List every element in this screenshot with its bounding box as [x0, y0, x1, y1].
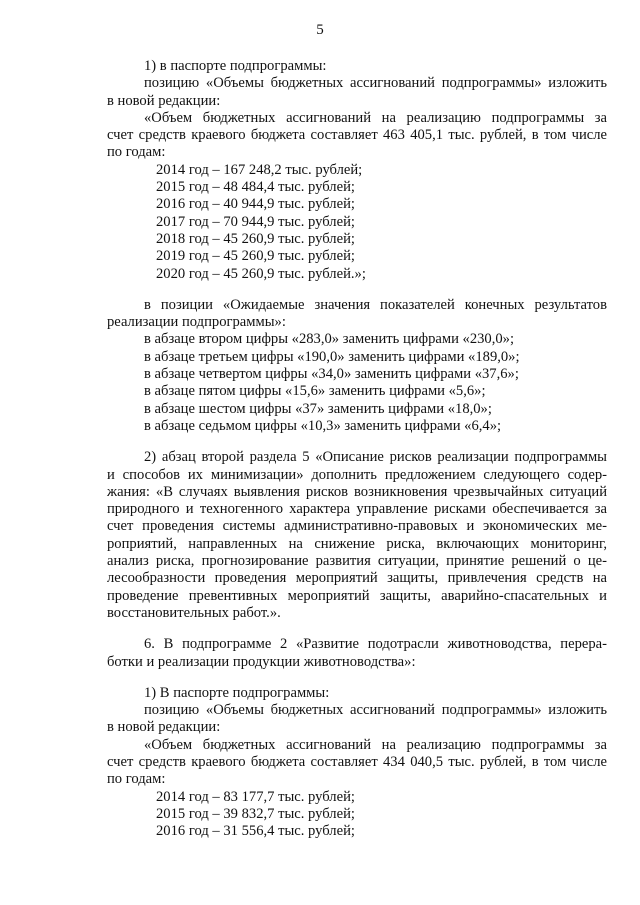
text-line: 2016 год – 31 556,4 тыс. рублей;: [156, 823, 355, 840]
text-line: позицию «Объемы бюджетных ассигнований подпрограммы» изложить: [144, 75, 607, 92]
text-line: 1) В паспорте подпрограммы:: [144, 684, 330, 701]
text-line: в абзаце шестом цифры «37» заменить цифрами «18,0»;: [144, 400, 492, 417]
text-line: 2) абзац второй раздела 5 «Описание рисков реализации подпрограммы: [144, 449, 607, 466]
text-line: 2018 год – 45 260,9 тыс. рублей;: [156, 230, 355, 247]
text-line: позицию «Объемы бюджетных ассигнований подпрограммы» изложить: [144, 702, 607, 719]
text-line: «Объем бюджетных ассигнований на реализацию подпрограммы за: [144, 109, 607, 126]
text-line: природного и техногенного характера управление рисками обеспечивается за: [107, 501, 607, 518]
text-line: 1) в паспорте подпрограммы:: [144, 58, 327, 74]
text-line: в абзаце втором цифры «283,0» заменить цифрами «230,0»;: [144, 331, 515, 348]
text-line: 2015 год – 39 832,7 тыс. рублей;: [156, 805, 355, 822]
text-line: в абзаце пятом цифры «15,6» заменить цифрами «5,6»;: [144, 383, 486, 400]
paragraph-gap: [107, 435, 607, 449]
text-line: 2014 год – 83 177,7 тыс. рублей;: [156, 788, 355, 805]
text-line: жания: «В случаях выявления рисков возникновения чрезвычайных ситуаций: [107, 483, 607, 500]
paragraph-block: [107, 636, 607, 671]
paragraph-block: [107, 58, 607, 283]
text-line: в новой редакции:: [107, 92, 221, 109]
text-line: 2017 год – 70 944,9 тыс. рублей;: [156, 213, 355, 230]
text-line: счет проведения системы административно-правовых и экономических ме-: [107, 518, 607, 535]
text-line: 2016 год – 40 944,9 тыс. рублей;: [156, 196, 355, 213]
text-line: в абзаце третьем цифры «190,0» заменить цифрами «189,0»;: [144, 348, 520, 365]
text-line: лесообразности проведения мероприятий защиты, привлечения средств на: [107, 570, 607, 587]
text-line: реализации подпрограммы»:: [107, 314, 286, 331]
text-line: «Объем бюджетных ассигнований на реализацию подпрограммы за: [144, 736, 607, 753]
text-line: по годам:: [107, 144, 166, 161]
text-line: в абзаце четвертом цифры «34,0» заменить цифрами «37,6»;: [144, 366, 519, 383]
text-line: и способов их минимизации» дополнить предложением следующего содер-: [107, 466, 607, 483]
text-line: 2014 год – 167 248,2 тыс. рублей;: [156, 161, 363, 178]
text-line: роприятий, направленных на снижение риска, включающих мониторинг,: [107, 535, 607, 552]
paragraph-gap: [107, 283, 607, 297]
text-line: счет средств краевого бюджета составляет 463 405,1 тыс. рублей, в том числе: [107, 127, 607, 144]
text-line: восстановительных работ.».: [107, 604, 281, 621]
text-line: в абзаце седьмом цифры «10,3» заменить цифрами «6,4»;: [144, 417, 502, 434]
text-line: 2020 год – 45 260,9 тыс. рублей.»;: [156, 265, 366, 282]
paragraph-gap: [107, 622, 607, 636]
text-line: проведение превентивных мероприятий защиты, аварийно-спасательных и: [107, 587, 607, 604]
text-line: 2019 год – 45 260,9 тыс. рублей;: [156, 248, 355, 265]
page-number: 5: [316, 22, 324, 38]
text-line: 2015 год – 48 484,4 тыс. рублей;: [156, 179, 355, 196]
paragraph-gap: [107, 671, 607, 685]
text-line: в новой редакции:: [107, 719, 221, 736]
text-line: по годам:: [107, 771, 166, 788]
document-body: [107, 58, 607, 840]
paragraph-block: [107, 449, 607, 622]
paragraph-block: [107, 297, 607, 435]
text-line: в позиции «Ожидаемые значения показателей конечных результатов: [144, 296, 607, 313]
text-line: 6. В подпрограмме 2 «Развитие подотрасли животноводства, перера-: [144, 636, 607, 653]
text-line: счет средств краевого бюджета составляет 434 040,5 тыс. рублей, в том числе: [107, 753, 607, 770]
text-line: ботки и реализации продукции животноводства»:: [107, 653, 416, 670]
paragraph-block: [107, 685, 607, 841]
text-line: анализ риска, прогнозирование развития ситуации, принятие решений о це-: [107, 553, 607, 570]
